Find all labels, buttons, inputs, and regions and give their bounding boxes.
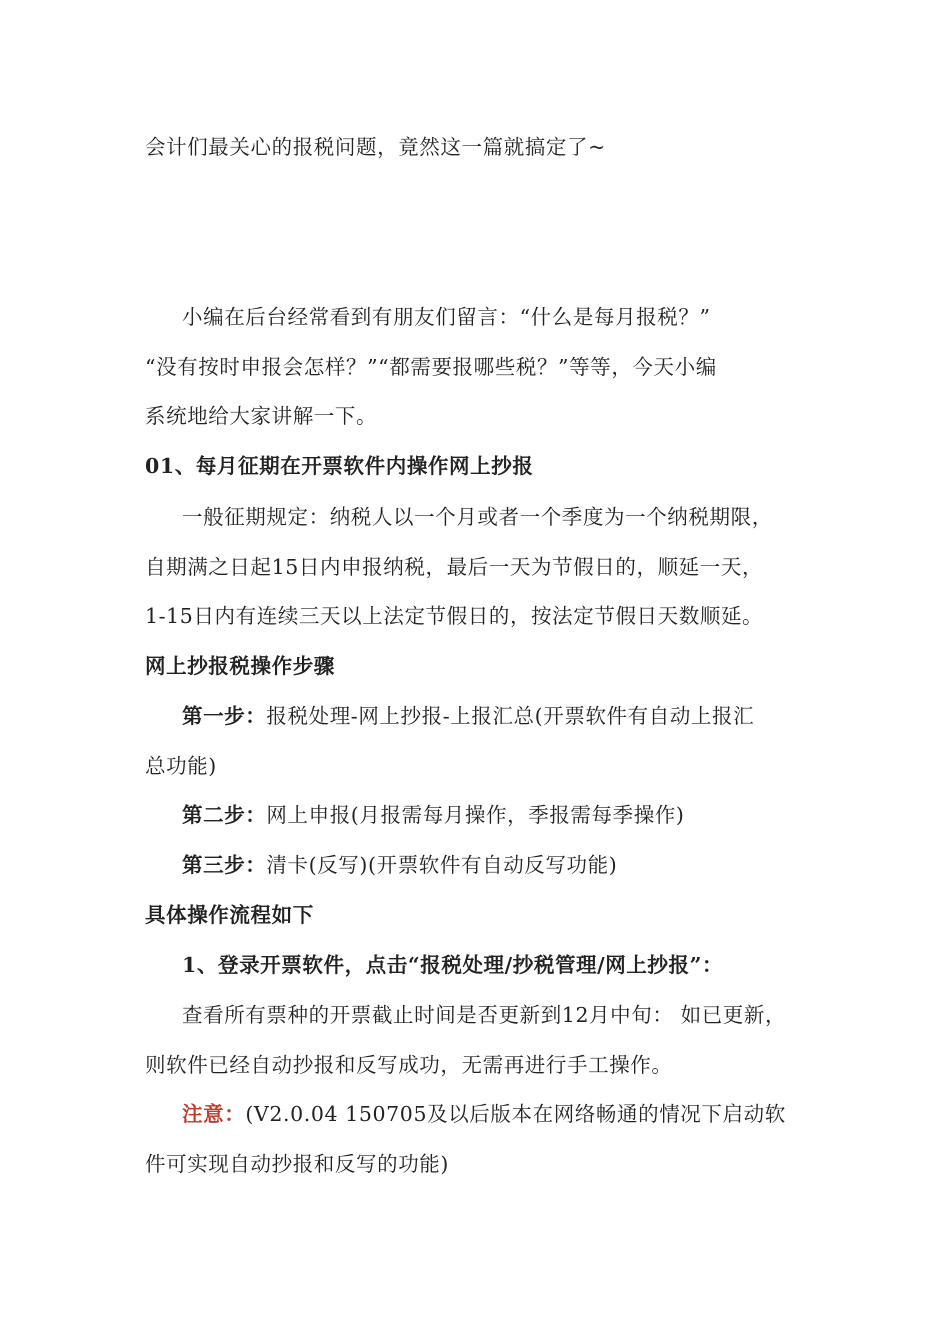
step1-text: 报税处理-网上抄报-上报汇总(开票软件有自动上报汇	[266, 704, 755, 728]
note-line	[182, 1099, 862, 1129]
step1-label: 第一步：	[182, 704, 267, 728]
flow-heading: 具体操作流程如下	[145, 903, 314, 927]
note-continuation: 件可实现自动抄报和反写的功能)	[145, 1152, 449, 1176]
step2-label: 第二步：	[182, 803, 267, 827]
section1-line-1: 一般征期规定：纳税人以一个月或者一个季度为一个纳税期限，	[182, 505, 773, 529]
section1-line-3: 1-15日内有连续三天以上法定节假日的，按法定节假日天数顺延。	[145, 604, 764, 628]
section1-line-2: 自期满之日起15日内申报纳税，最后一天为节假日的，顺延一天，	[145, 555, 764, 579]
step2-text: 网上申报(月报需每月操作，季报需每季操作)	[266, 803, 685, 827]
step2-line	[182, 800, 862, 830]
note-label: 注意：	[182, 1102, 246, 1126]
step1-line	[182, 701, 862, 731]
note-text: (V2.0.04 150705及以后版本在网络畅通的情况下启动软	[245, 1102, 786, 1126]
intro-line-3: 系统地给大家讲解一下。	[145, 404, 378, 428]
flow-item-1-line-2: 则软件已经自动抄报和反写成功，无需再进行手工操作。	[145, 1053, 673, 1077]
section1-heading: 01、每月征期在开票软件内操作网上抄报	[145, 454, 534, 478]
step3-text: 清卡(反写)(开票软件有自动反写功能)	[266, 853, 618, 877]
intro-line-1: 小编在后台经常看到有朋友们留言：“什么是每月报税？”	[182, 305, 711, 329]
step1-continuation: 总功能)	[145, 754, 217, 778]
step3-label: 第三步：	[182, 853, 267, 877]
flow-item-1: 1、登录开票软件，点击“报税处理/抄税管理/网上抄报”：	[182, 953, 724, 977]
flow-item-1-line-1: 查看所有票种的开票截止时间是否更新到12月中旬： 如已更新，	[182, 1003, 787, 1027]
step3-line	[182, 850, 862, 880]
article-title: 会计们最关心的报税问题，竟然这一篇就搞定了~	[145, 135, 606, 159]
steps-heading: 网上抄报税操作步骤	[145, 654, 335, 678]
intro-line-2: “没有按时申报会怎样？”“都需要报哪些税？”等等，今天小编	[145, 355, 717, 379]
